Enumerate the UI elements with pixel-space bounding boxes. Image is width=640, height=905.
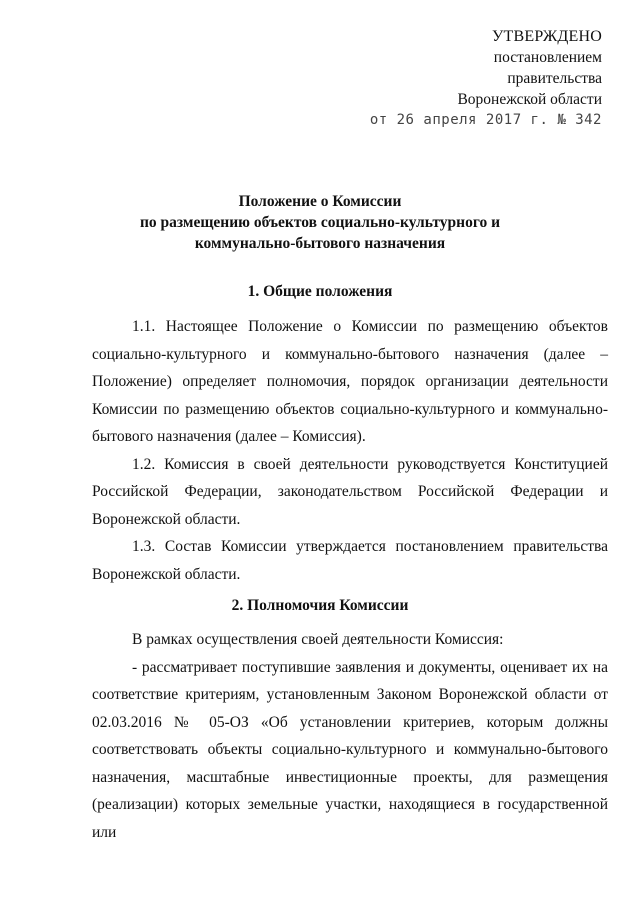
section-2-heading: 2. Полномочия Комиссии [231, 597, 409, 614]
approval-title: УТВЕРЖДЕНО [491, 28, 602, 45]
paragraph-1-3: 1.3. Состав Комиссии утверждается постановлением правительства Воронежской области. [92, 538, 608, 583]
paragraph-2-item-1: - рассматривает поступившие заявления и документы, оценивает их на соответствие критериям, установленным Законом Воронежской области от 02.03.2016 № 05-ОЗ «Об установлении критериев, которым должны соответствовать объекты социально-культурного и коммунально-бытового назначения, масштабные инвестиционные проекты, для размещения (реализации) которых земельные участки, находящиеся в государственной или [92, 658, 608, 841]
document-title-line-2: по размещению объектов социально-культурного и [139, 214, 501, 231]
document-title-line-3: коммунально-бытового назначения [194, 235, 446, 252]
section-1-heading: 1. Общие положения [247, 283, 393, 300]
approval-date-stamp: от 26 апреля 2017 г. № 342 [369, 112, 602, 128]
document-title [0, 191, 640, 254]
document-title-line-1: Положение о Комиссии [238, 193, 402, 210]
paragraph-1-2: 1.2. Комиссия в своей деятельности руководствуется Конституцией Российской Федерации, законодательством Российской Федерации и Воронежской области. [92, 455, 608, 528]
approval-block [370, 26, 602, 131]
paragraph-1-1: 1.1. Настоящее Положение о Комиссии по размещению объектов социально-культурного и коммунально-бытового назначения (далее – Положение) определяет полномочия, порядок организации деятельности Комиссии по размещению объектов социально-культурного и коммунально-бытового назначения (далее – Комиссия). [92, 318, 608, 445]
approval-line-1: постановлением [493, 49, 602, 66]
approval-line-2: правительства [507, 70, 602, 87]
section-2-body [92, 626, 608, 846]
section-1-body [92, 313, 608, 588]
paragraph-2-intro: В рамках осуществления своей деятельности Комиссия: [132, 631, 504, 648]
approval-line-3: Воронежской области [457, 91, 602, 108]
